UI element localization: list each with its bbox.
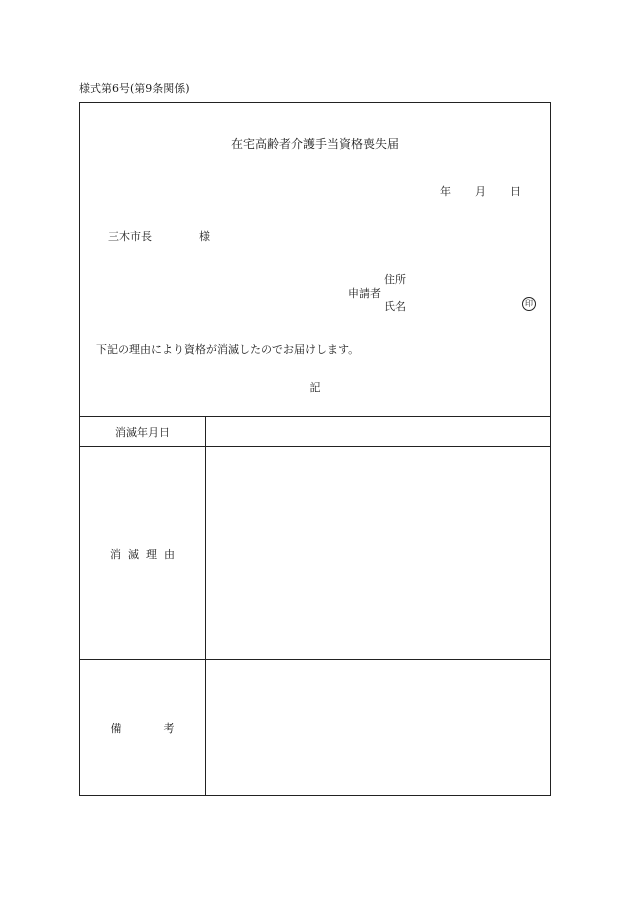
extinction-reason-row	[80, 446, 550, 660]
date-year-label: 年	[440, 185, 451, 198]
extinction-reason-field[interactable]	[206, 447, 550, 660]
extinction-date-row	[80, 416, 550, 447]
date-line	[440, 183, 521, 199]
extinction-date-field[interactable]	[206, 417, 550, 447]
notes-label-cell	[80, 660, 206, 796]
form-title: 在宅高齢者介護手当資格喪失届	[230, 137, 399, 151]
ki-heading: 記	[309, 381, 321, 394]
seal-mark: 印	[522, 297, 536, 311]
extinction-reason-label: 消滅理由	[110, 547, 182, 561]
statement-text: 下記の理由により資格が消滅したのでお届けします。	[96, 343, 360, 356]
form-number: 様式第6号(第9条関係)	[79, 82, 190, 95]
notes-label	[111, 720, 175, 736]
addressee-suffix: 様	[199, 230, 210, 243]
extinction-date-label: 消滅年月日	[80, 417, 206, 447]
date-month-label: 月	[475, 185, 486, 198]
date-day-label: 日	[510, 185, 521, 198]
notes-label-char-2: 考	[163, 722, 175, 735]
form-header	[80, 103, 550, 416]
notes-label-char-1: 備	[110, 722, 122, 735]
name-label: 氏名	[384, 300, 406, 313]
address-label: 住所	[384, 273, 406, 286]
addressee-name: 三木市長	[108, 230, 152, 243]
extinction-reason-label-cell	[80, 447, 206, 660]
applicant-label: 申請者	[348, 287, 381, 300]
notes-row	[80, 659, 550, 796]
form-box	[79, 102, 551, 796]
notes-field[interactable]	[206, 660, 550, 796]
addressee	[108, 228, 210, 244]
